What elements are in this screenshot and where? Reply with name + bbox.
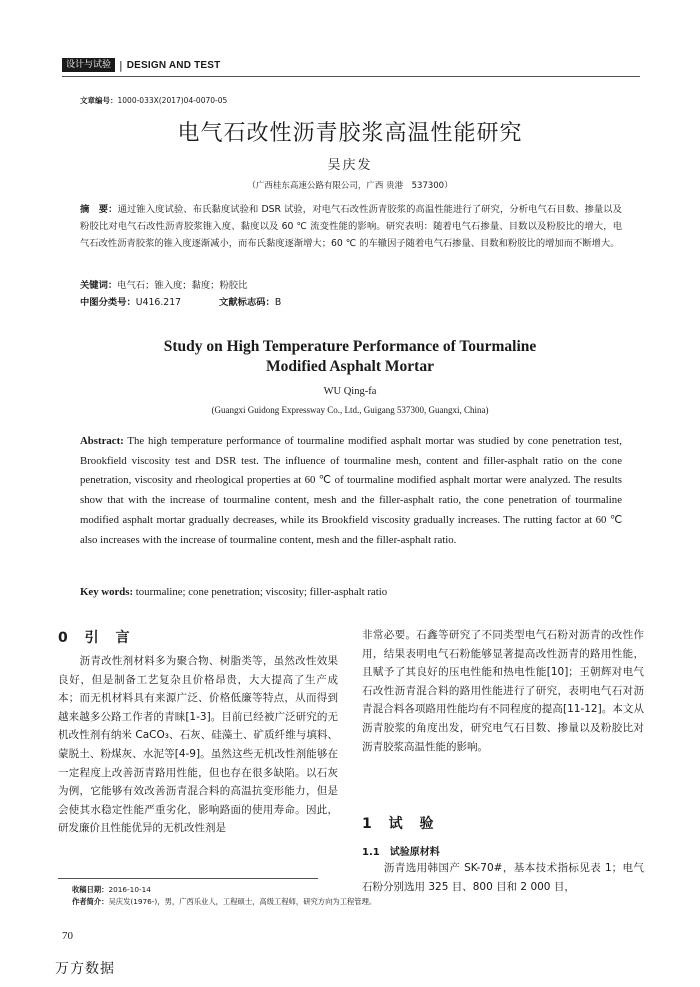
section-badge: 设计与试验	[62, 58, 115, 72]
footnote-author	[72, 897, 376, 907]
subsection-1-1-heading: 1.1 试验原材料	[362, 847, 440, 858]
keywords-en-text: tourmaline; cone penetration; viscosity; filler-asphalt ratio	[133, 586, 388, 598]
abstract-cn-text: 通过锥入度试验、布氏黏度试验和 DSR 试验，对电气石改性沥青胶浆的高温性能进行了研究，分析电气石目数、掺量以及粉胶比对电气石改性沥青胶浆锥入度、黏度以及 60 ℃ 流变性能的影响。研究表明：随着电气石掺量、目数以及粉胶比的增大，电气石改性沥青胶浆的锥入度逐渐减小，而布氏黏度逐渐增大；60 ℃ 的车辙因子随着电气石掺量、目数和粉胶比的增加而不断增大。	[80, 204, 622, 250]
footnote-received	[72, 885, 151, 895]
clc-value: U416.217	[135, 297, 182, 308]
page-number: 70	[62, 930, 73, 942]
section-0-heading: 0 引 言	[58, 630, 136, 646]
keywords-cn	[80, 277, 247, 291]
author-bio-label: 作者简介：	[72, 897, 109, 906]
journal-header	[62, 58, 220, 72]
classification	[80, 294, 281, 308]
header-separator: |	[119, 58, 123, 72]
doc-code-label: 文献标志码：	[219, 297, 275, 308]
english-author: WU Qing-fa	[323, 386, 377, 397]
abstract-en	[80, 432, 622, 550]
author-bio: 吴庆发(1976-)，男，广西乐业人，工程硕士，高级工程师，研究方向为工程管理。	[108, 897, 377, 906]
article-number-value: 1000-033X(2017)04-0070-05	[117, 96, 228, 105]
english-title-line2: Modified Asphalt Mortar	[266, 358, 434, 375]
footnote-rule	[58, 878, 318, 879]
received-label: 收稿日期：	[72, 885, 109, 894]
watermark: 万方数据	[55, 961, 115, 977]
materials-paragraph: 沥青选用韩国产 SK-70#，基本技术指标见表 1；电气石粉分别选用 325 目、800 目和 2 000 目，	[362, 862, 644, 893]
header-rule	[62, 76, 640, 77]
keywords-cn-text: 电气石；锥入度；黏度；粉胶比	[117, 280, 248, 291]
author-affiliation: （广西桂东高速公路有限公司，广西 贵港 537300）	[247, 181, 453, 191]
abstract-en-label: Abstract:	[80, 435, 124, 447]
english-title-line1: Study on High Temperature Performance of Tourmaline	[163, 338, 537, 355]
english-title	[0, 337, 700, 377]
abstract-cn-label: 摘 要：	[80, 204, 118, 215]
author-name: 吴庆发	[327, 158, 373, 173]
page-title: 电气石改性沥青胶浆高温性能研究	[177, 121, 523, 146]
english-affiliation: (Guangxi Guidong Expressway Co., Ltd., Guigang 537300, Guangxi, China)	[211, 405, 489, 415]
keywords-en-label: Key words:	[80, 586, 134, 598]
section-name: DESIGN AND TEST	[126, 59, 221, 71]
keywords-en	[80, 586, 387, 598]
received-date: 2016-10-14	[108, 885, 151, 894]
abstract-cn	[80, 201, 622, 253]
clc-label: 中图分类号：	[80, 297, 136, 308]
intro-paragraph-continued: 非常必要。石鑫等研究了不同类型电气石粉对沥青的改性作用，结果表明电气石粉能够显著提高改性沥青的路用性能，且赋予了其良好的压电性能和热电性能[10]；王朝辉对电气石改性沥青混合料的路用性能进行了研究，表明电气石对沥青混合料各项路用性能均有不同程度的提高[11-12]。本文从沥青胶浆的角度出发，研究电气石目数、掺量以及粉胶比对沥青胶浆高温性能的影响。	[362, 629, 644, 753]
doc-code-value: B	[274, 297, 282, 308]
intro-paragraph: 沥青改性剂材料多为聚合物、树脂类等，虽然改性效果良好，但是制备工艺复杂且价格昂贵，大大提高了生产成本；而无机材料具有来源广泛、价格低廉等特点，从而得到越来越多公路工作者的青睐[1-3]。目前已经被广泛研究的无机改性剂有纳米 CaCO₃、石灰、硅藻土、矿质纤维与填料、蒙脱土、粉煤灰、水泥等[4-9]。虽然这些无机改性剂能够在一定程度上改善沥青路用性能，但也存在很多缺陷。以石灰为例，它能够有效改善沥青混合料的高温抗变形能力，但是会使其水稳定性能严重劣化，影响路面的使用寿命。因此，研发廉价且性能优异的无机改性剂是	[58, 655, 338, 835]
keywords-cn-label: 关键词：	[80, 280, 118, 291]
article-number-label: 文章编号：	[80, 96, 118, 105]
section-1-heading: 1 试 验	[362, 816, 440, 832]
article-number	[80, 95, 227, 106]
abstract-en-text: The high temperature performance of tourmaline modified asphalt mortar was studied by cone penetration test, Brookfield viscosity test and DSR test. The influence of tourmaline mesh, content and filler-asphalt ratio on the cone penetration, viscosity and rheological properties at 60 ℃ of tourmaline modified asphalt mortar were analyzed. The results show that with the increase of tourmaline content, mesh and the filler-asphalt ratio, the cone penetration of tourmaline modified asphalt mortar gradually decreases, while its Brookfield viscosity gradually increases. The rutting factor at 60 ℃ also increases with the increase of tourmaline content, mesh and the filler-asphalt ratio.	[80, 435, 622, 546]
